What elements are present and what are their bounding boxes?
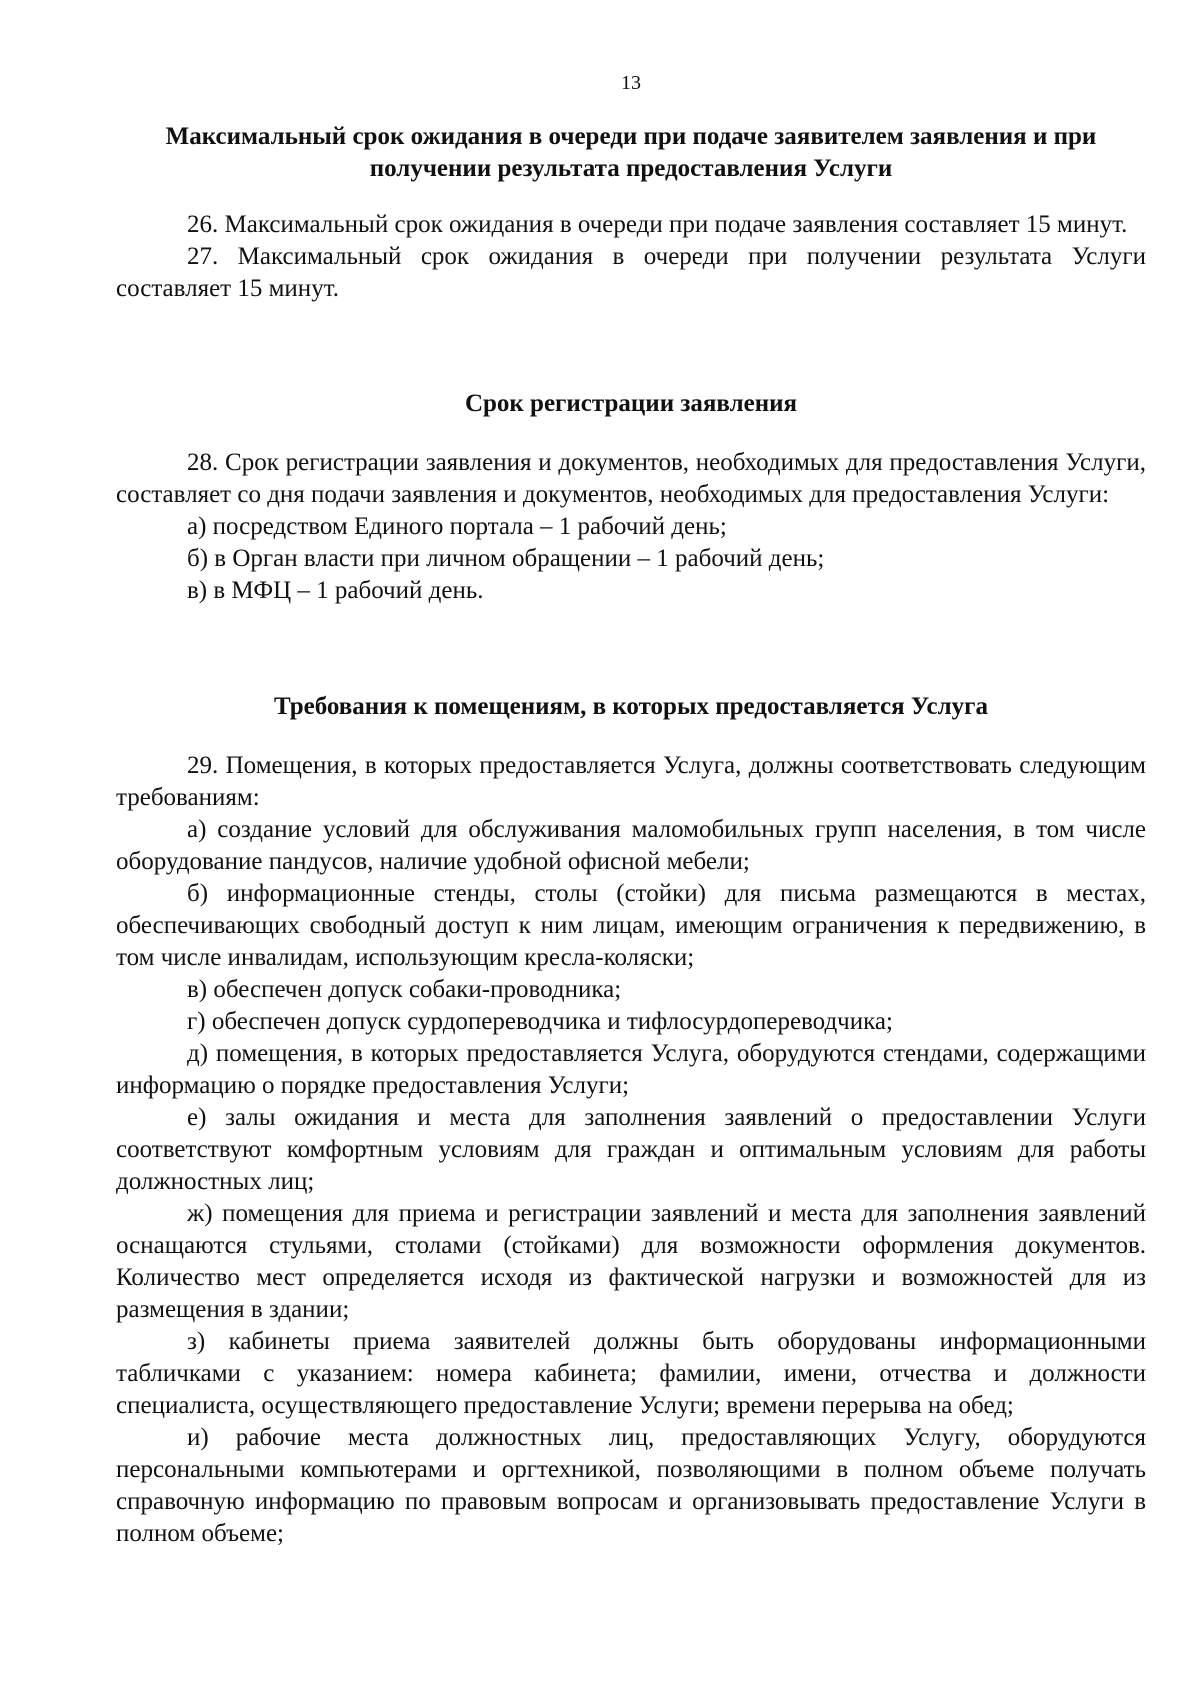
heading-premises-requirements: Требования к помещениям, в которых предоставляется Услуга bbox=[273, 693, 989, 720]
list-item-29i: и) рабочие места должностных лиц, предоставляющих Услугу, оборудуются персональными компьютерами и оргтехникой, позволяющими в полном объеме получать справочную информацию по правовым вопросам и организовывать предоставление Услуги в полном объеме; bbox=[116, 1424, 1146, 1547]
paragraph-27: 27. Максимальный срок ожидания в очереди при получении результата Услуги составляет 15 минут. bbox=[116, 243, 1146, 302]
list-item-29c: в) обеспечен допуск собаки-проводника; bbox=[187, 976, 622, 1003]
list-item-29d: г) обеспечен допуск сурдопереводчика и тифлосурдопереводчика; bbox=[187, 1008, 893, 1035]
list-item-29h: з) кабинеты приема заявителей должны быть оборудованы информационными табличками с указанием: номера кабинета; фамилии, имени, отчества и должности специалиста, осуществляющего предоставление Услуги; времени перерыва на обед; bbox=[116, 1328, 1146, 1419]
list-item-29f: е) залы ожидания и места для заполнения заявлений о предоставлении Услуги соответствуют комфортным условиям для граждан и оптимальным условиям для работы должностных лиц; bbox=[116, 1104, 1146, 1195]
heading-waiting-time: Максимальный срок ожидания в очереди при подаче заявителем заявления и при получении результата предоставления Услуги bbox=[165, 123, 1097, 182]
page-number: 13 bbox=[621, 72, 641, 94]
paragraph-26: 26. Максимальный срок ожидания в очереди при подаче заявления составляет 15 минут. bbox=[187, 211, 1128, 238]
list-item-29e: д) помещения, в которых предоставляется Услуга, оборудуются стендами, содержащими информацию о порядке предоставления Услуги; bbox=[116, 1040, 1146, 1099]
list-item-28b: б) в Орган власти при личном обращении – 1 рабочий день; bbox=[187, 545, 825, 572]
section-waiting-time bbox=[116, 209, 1146, 305]
section-premises-requirements bbox=[116, 750, 1146, 1550]
section-registration-term bbox=[116, 447, 1146, 607]
paragraph-28: 28. Срок регистрации заявления и документов, необходимых для предоставления Услуги, составляет со дня подачи заявления и документов, необходимых для предоставления Услуги: bbox=[116, 449, 1146, 508]
list-item-29g: ж) помещения для приема и регистрации заявлений и места для заполнения заявлений оснащаются стульями, столами (стойками) для возможности оформления документов. Количество мест определяется исходя из фактической нагрузки и возможностей для из размещения в здании; bbox=[116, 1200, 1146, 1323]
list-item-29b: б) информационные стенды, столы (стойки) для письма размещаются в местах, обеспечивающих свободный доступ к ним лицам, имеющим ограничения к передвижению, в том числе инвалидам, использующим кресла-коляски; bbox=[116, 880, 1146, 971]
list-item-29a: а) создание условий для обслуживания маломобильных групп населения, в том числе оборудование пандусов, наличие удобной офисной мебели; bbox=[116, 816, 1146, 875]
list-item-28a: а) посредством Единого портала – 1 рабочий день; bbox=[187, 513, 727, 540]
list-item-28c: в) в МФЦ – 1 рабочий день. bbox=[187, 577, 484, 604]
paragraph-29: 29. Помещения, в которых предоставляется Услуга, должны соответствовать следующим требованиям: bbox=[116, 752, 1146, 811]
heading-registration-term: Срок регистрации заявления bbox=[464, 390, 798, 417]
